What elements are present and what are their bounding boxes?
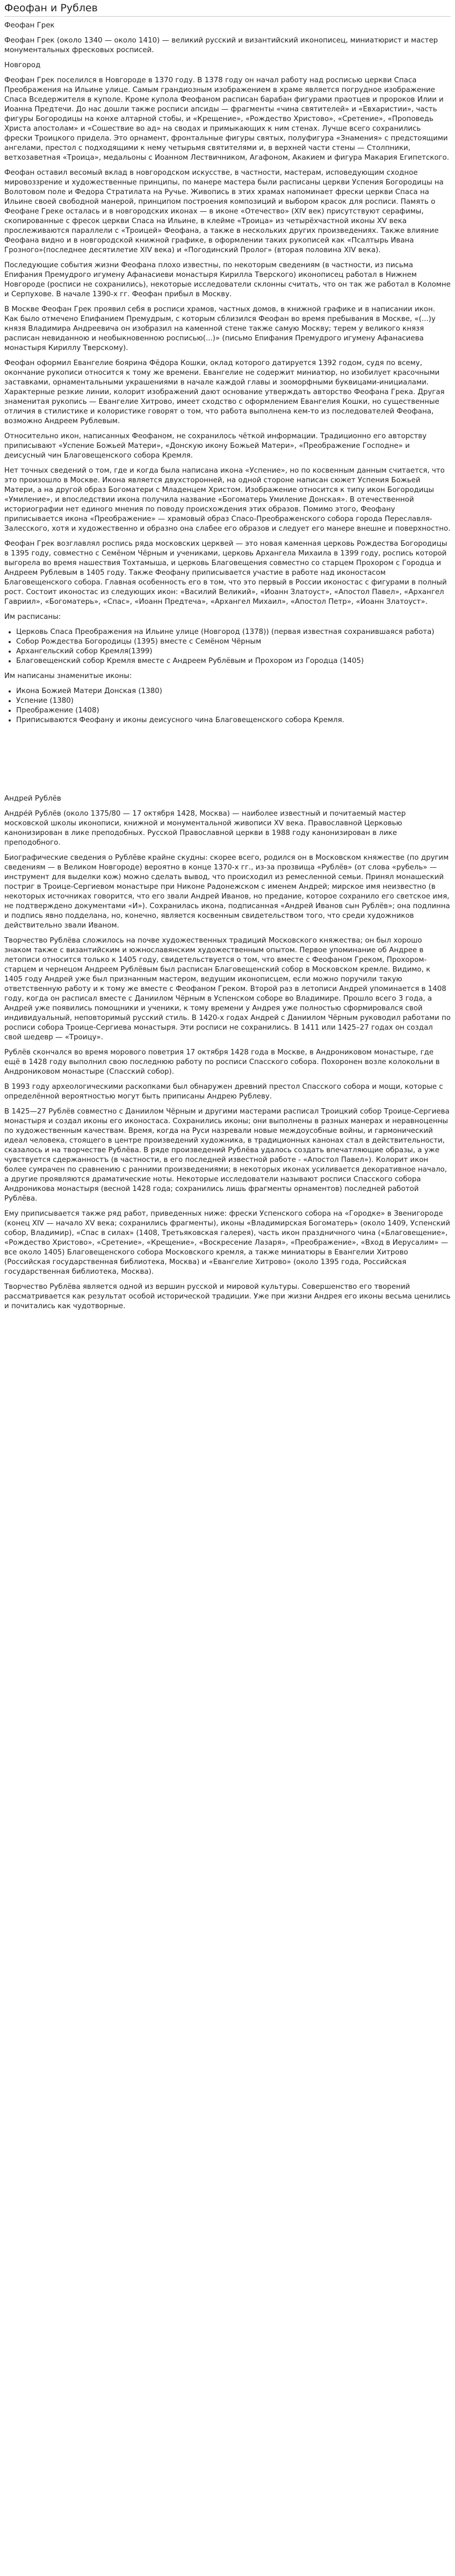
spacer xyxy=(4,731,451,794)
list-item: • Архангельский собор Кремля(1399) xyxy=(16,647,451,657)
paragraph: Ему приписывается также ряд работ, приведенных ниже: фрески Успенского собора на «Городке» в Звенигороде (конец XIV — начало XV века; сохранились фрагменты), иконы «Владимирская Богоматерь» (около 1409, Успенский собор, Владимир), «Спас в силах» (1408, Третьяковская галерея), часть икон праздничного чина («Благовещение», «Рождество Христово», «Сретение», «Крещение», «Воскресение Лазаря», «Преображение», «Вход в Иерусалим» — все около 1405) Благовещенского собора Московского кремля, а также миниатюры в Евангелии Хитрово (Российская государственная библиотека, Москва) и «Евангелие Хитрово» (около 1395 года, Российская государственная библиотека, Москва). xyxy=(4,1210,450,1276)
paragraph: В Москве Феофан Грек проявил себя в росписи храмов, частных домов, в книжной графике и в написании икон. Как было отмечено Епифанием Премудрым, с которым сблизился Феофан во время пребывания в Москве, «(...)у князя Владимира Андреевича он изобразил на каменной стене также самую Москву; терем у великого князя расписан невиданною и необыкновенною росписью(...)» (письмо Епифания Премудрого игумену Афанасиева монастыря Кириллу Тверскому). xyxy=(4,305,436,352)
paragraph: Последующие события жизни Феофана плохо известны, по некоторым сведениям (в частности, из письма Епифания Премудрого игумену Афанасиеви монастыря Кирилла Тверского) иконописец работал в Нижнем Новгороде (росписи не сохранились), некоторые исследователи склонны считать, что он так же работал в Коломне и Серпухове. В начале 1390-х гг. Феофан прибыл в Москву. xyxy=(4,261,451,298)
paragraph: В 1993 году археологическими раскопками был обнаружен древний престол Спасского собора и мощи, которые с определённой вероятностью могут быть приписаны Андрею Рублеву. xyxy=(4,1083,443,1101)
frescoes-list xyxy=(4,627,451,666)
intro-paragraph: Феофан Грек (около 1340 — около 1410) — великий русский и византийский иконописец, миниатюрист и мастер монументальных фресковых росписей. xyxy=(4,37,438,54)
list-item: • Приписываются Феофану и иконы деисусного чина Благовещенского собора Кремля. xyxy=(16,716,451,725)
page-title: Феофан и Рублев xyxy=(4,2,451,17)
paragraph: Нет точных сведений о том, где и когда была написана икона «Успение», но по косвенным данным считается, что это произошло в Москве. Икона является двухсторонней, на одной стороне написан сюжет Успения Божьей Матери, а на другой образ Богоматери с Младенцем Христом. Изображение относится к типу икон Богородицы «Умиление», и впоследствии икона получила название «Богоматерь Умиление Донская». В отечественной историографии нет единого мнения по поводу происхождения этих образов. Помимо этого, Феофану приписывается икона «Преображение» — храмовый образ Спасо-Преображенского собора города Переславля-Залесского, хотя и художественно и образно она слабее его образов и следует его манере внешне и поверхностно. xyxy=(4,467,451,533)
list-heading: Им написаны знаменитые иконы: xyxy=(4,672,132,680)
paragraph: Относительно икон, написанных Феофаном, не сохранилось чёткой информации. Традиционно его авторству приписывают «Успение Божьей Матери», «Донскую икону Божьей Матери», «Преображение Господне» и деисусный чин Благовещенского собора Кремля. xyxy=(4,432,427,460)
paragraph: Рублёв скончался во время морового поветрия 17 октября 1428 года в Москве, в Андрониковом монастыре, где ещё в 1428 году выполнил свою последнюю работу по росписи Спасского собора. Похоронен возле колокольни в Андрониковом монастыре (Спасский собор). xyxy=(4,1048,440,1076)
list-item: • Благовещенский собор Кремля вместе с Андреем Рублёвым и Прохором из Городца (1405) xyxy=(16,657,451,666)
paragraph: Феофан оставил весомый вклад в новгородском искусстве, в частности, мастерам, исповедующим сходное мировоззрение и художественные принципы, по манере мастера были расписаны церкви Успения Богородицы на Волотовом поле и Федора Стратилата на Ручье. Живопись в этих храмах напоминает фрески церкви Спаса на Ильине своей свободной манерой, принципом построения композиций и выбором красок для росписи. Память о Феофане Греке осталась и в новгородских иконах — в иконе «Отечество» (XIV век) присутствуют серафимы, скопированные с фресок церкви Спаса на Ильине, в клейме «Троица» из четырёхчастной иконы XV века прослеживаются параллели с «Троицей» Феофана, а также в нескольких других произведениях. Также влияние Феофана видно и в новгородской книжной графике, в оформлении таких рукописей как «Псалтырь Ивана Грозного»(последнее десятилетие XIV века) и «Погодинский Пролог» (вторая половина XIV века). xyxy=(4,169,444,254)
list-item: • Икона Божией Матери Донская (1380) xyxy=(16,687,451,696)
paragraph: Андре́й Рублёв (около 1375/80 — 17 октября 1428, Москва) — наиболее известный и почитаемый мастер московской школы иконописи, книжной и монументальной живописи XV века. Православной Церковью канонизирован в лике преподобных. Русской Православной церкви в 1988 году канонизирован в лике преподобного. xyxy=(4,810,406,847)
feofan-section xyxy=(4,21,451,725)
paragraph: Творчество Рублёва является одной из вершин русской и мировой культуры. Совершенство его творений рассматривается как результат особой исторической традиции. Уже при жизни Андрея его иконы весьма ценились и почитались как чудотворные. xyxy=(4,1283,451,1310)
paragraph: В 1425—27 Рублёв совместно с Даниилом Чёрным и другими мастерами расписал Троицкий собор Троице-Сергиева монастыря и создал иконы его иконостаса. Сохранились иконы; они выполнены в разных манерах и неравноценны по художественным качествам. Время, когда на Руси назревали новые междоусобные войны, и гармонический идеал человека, стоящего в центре произведений художника, в традиционных канонах стал в действительности, сказалось и на творчестве Рублёва. В ряде произведений Рублёва удалось создать впечатляющие образы, а уже чувствуется сдержанностъ (в частности, в его последней известной работе - «Апостол Павел»). Колорит икон более сумрачен по сравнению с ранними произведениями; в некоторых иконах усиливается декоративное начало, а другие проявляются драматические ноты. Некоторые исследователи называют росписи Спасского собора Андроникова монастыря (весной 1428 года; сохранились лишь фрагменты орнаментов) последней работой Рублёва. xyxy=(4,1108,450,1203)
paragraph: Биографические сведения о Рублёве крайне скудны: скорее всего, родился он в Московском княжестве (по другим сведениям — в Великом Новгороде) вероятно в конце 1370-х гг., из-за прозвища «Рублёв» (от слова «рубель» — инструмент для выделки кож) можно сделать вывод, что происходил из ремесленной семьи. Принял монашеский постриг в Троице-Сергиевом монастыре при Никоне Радонежском с именем Андрей; мирское имя неизвестно (в некоторых источниках говорится, что его звали Андрей Иванов, но предание, которое сохранило его светское имя, не подтверждено документами «И»). Сохранилась икона, подписанная «Андрей Иванов сын Рублёв»; она подлинна и подпись явно подделана, но, конечно, является косвенным свидетельством того, что среди художников действительно звали Иваном. xyxy=(4,854,450,930)
list-item: • Преображение (1408) xyxy=(16,706,451,716)
article xyxy=(0,2,455,1311)
subsection-label: Новгород xyxy=(4,61,41,69)
section-label: Феофан Грек xyxy=(4,22,55,30)
list-item: • Церковь Спаса Преображения на Ильине улице (Новгород (1378)) (первая известная сохранившаяся работа) xyxy=(16,627,451,637)
list-item: • Собор Рождества Богородицы (1395) вместе с Семёном Чёрным xyxy=(16,637,451,647)
paragraph: Творчество Рублёва сложилось на почве художественных традиций Московского княжества; он был хорошо знаком также с византийским и южнославянским художественным опытом. Первое упоминание об Андрее в летописи относится только к 1405 году, свидетельствуется о том, что вместе с Феофаном Греком, Прохором-старцем и чернецом Андреем Рублёвым был расписан Благовещенский собор в Московском кремле. Видимо, к 1405 году Андрей уже был признанным мастером, ведущим иконописцем, если можно поручили такую ответственную работу и к тому же вместе с Феофаном Греком. Второй раз в летописи Андрей упоминается в 1408 году, когда он расписал вместе с Даниилом Чёрным в Успенском соборе во Владимире. Прошло всего 3 года, а Андрей уже появились помощники и ученики, к тому времени у Андрея уже полностью сформировался свой индивидуальный, неповторимый русский стиль. В 1420-х годах Андрей с Даниилом Чёрным руководил работами по росписи собора Троице-Сергиева монастыря. Эти росписи не сохранились. В 1411 или 1425–27 годах он создал свой шедевр — «Троицу». xyxy=(4,937,451,1041)
paragraph: Феофан Грек возглавлял роспись ряда московских церквей — это новая каменная церковь Рождества Богородицы в 1395 году, совместно с Семёном Чёрным и учениками, церковь Архангела Михаила в 1399 году, роспись которой выгорела во время нашествия Тохтамыша, и церковь Благовещения совместно со старцем Прохором с Городца и Андреем Рублевым в 1405 году. Также Феофану приписывается участие в работе над иконостасом Благовещенского собора. Главная особенность его в том, что это первый в России иконостас с фигурами в полный рост. Состоит иконостас из следующих икон: «Василий Великий», «Иоанн Златоуст», «Апостол Павел», «Архангел Гавриил», «Богоматерь», «Спас», «Иоанн Предтеча», «Архангел Михаил», «Апостол Петр», «Иоанн Златоуст». xyxy=(4,540,447,606)
paragraph: Феофан оформил Евангелие боярина Фёдора Кошки, оклад которого датируется 1392 годом, судя по всему, окончание рукописи относится к тому же времени. Евангелие не содержит миниатюр, но изобилует красочными заставками, орнаментальными украшениями в начале каждой главы и зооморфными буквицами-инициалами. Характерные резкие линии, колорит изображений дают основание утверждать авторство Феофана Грека. Другая знаменитая рукопись — Евангелие Хитрово, имеет сходство с оформлением Евангелия Кошки, но существенные отличия в стилистике и колористике говорят о том, что работа выполнена кем-то из последователей Феофана, возможно Андреем Рублевым. xyxy=(4,359,445,425)
rublev-section xyxy=(4,794,451,1311)
paragraph: Феофан Грек поселился в Новгороде в 1370 году. В 1378 году он начал работу над росписью церкви Спаса Преображения на Ильине улице. Самым грандиозным изображением в храме является погрудное изображение Спаса Вседержителя в куполе. Кроме купола Феофаном расписан барабан фигурами праотцев и пророков Илии и Иоанна Предтечи. До нас дошли также росписи апсиды — фрагменты «чина святителей» и «Евхаристии», часть фигуры Богородицы на конхе алтарной стобы, и «Крещение», «Рождество Христово», «Сретение», «Проповедь Христа апостолам» и «Сошествие во ад» на сводах и примыкающих к ним стенах. Лучше всего сохранились фрески Троицкого придела. Это орнамент, фронтальные фигуры святых, полуфигура «Знамения» с предстоящими ангелами, престол с подходящими к нему четырьмя святителями и, в верхней части стены — Столпники, ветхозаветная «Троица», медальоны с Иоанном Лествичником, Агафоном, Акакием и фигура Макария Египетского. xyxy=(4,76,449,162)
icons-list xyxy=(4,687,451,725)
section-label: Андрей Рублёв xyxy=(4,795,61,803)
list-heading: Им расписаны: xyxy=(4,613,61,621)
list-item: • Успение (1380) xyxy=(16,696,451,706)
